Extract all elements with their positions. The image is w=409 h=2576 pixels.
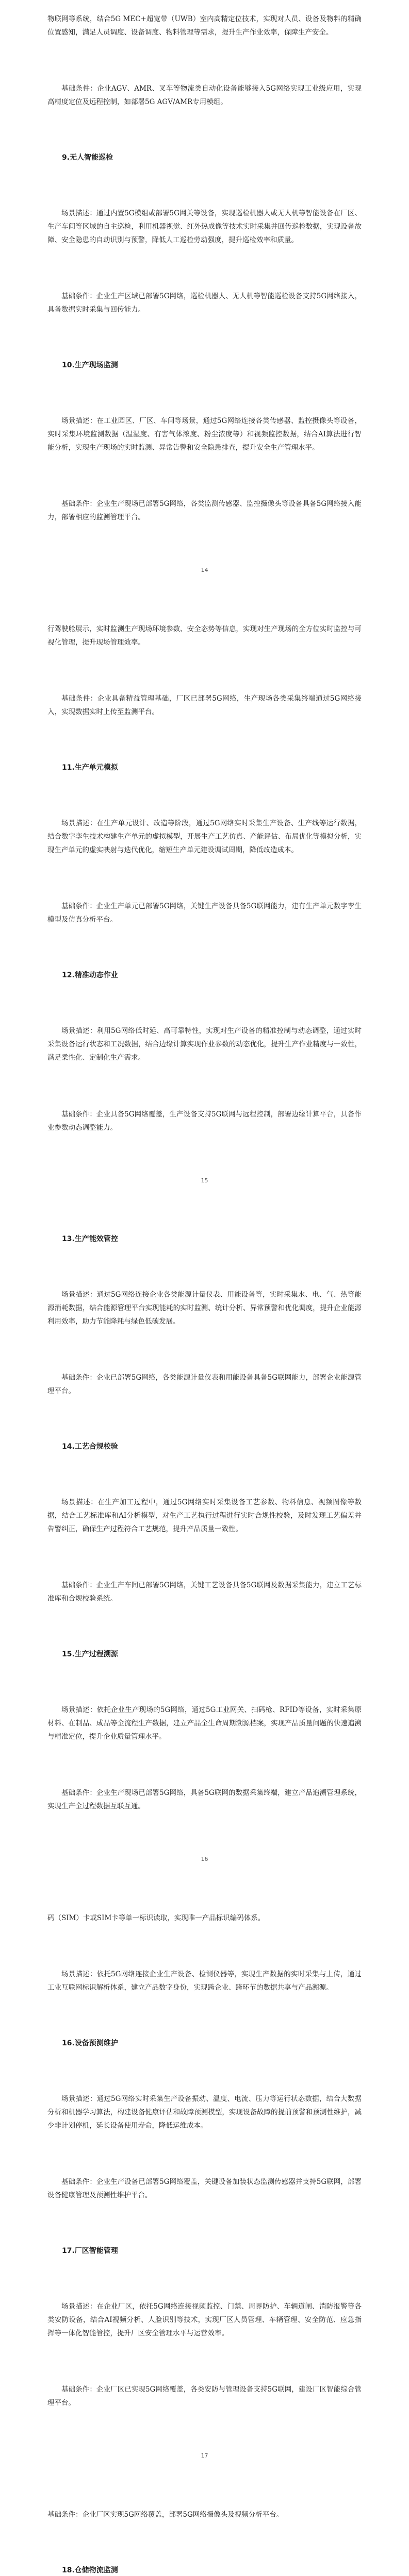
section-heading: 15.生产过程溯源 xyxy=(62,1650,118,1658)
body-paragraph: 物联网等系统，结合5G MEC+超宽带（UWB）室内高精定位技术，实现对人员、设备及物料的精确位置感知，满足人员调度、设备调度、物料管理等需求，提升生产作业效率，保障生产安全。 xyxy=(47,15,362,37)
section-heading: 12.精准动态作业 xyxy=(62,971,118,980)
page-number: 17 xyxy=(201,2452,208,2460)
page-number: 15 xyxy=(201,1177,208,1184)
body-paragraph: 基础条件：企业已部署5G网络，各类能源计量仪表和用能设备具备5G联网能力，部署企业能源管理平台。 xyxy=(47,1373,362,1395)
section-heading: 14.工艺合规校验 xyxy=(62,1442,118,1451)
body-paragraph: 基础条件：企业厂区实现5G网络覆盖，部署5G网络摄像头及视频分析平台。 xyxy=(47,2511,284,2519)
body-paragraph: 场景描述：在生产加工过程中，通过5G网络实时采集设备工艺参数、物料信息、视频图像等数据，结合工艺标准库和AI分析模型，对生产工艺执行过程进行实时合规性校验，及时发现工艺偏差并告警纠正，确保生产过程符合工艺规范，提升产品质量一致性。 xyxy=(47,1498,362,1533)
body-paragraph: 基础条件：企业厂区已实现5G网络覆盖，各类安防与管理设备支持5G联网，建设厂区智能综合管理平台。 xyxy=(47,2385,362,2408)
page-number: 16 xyxy=(201,1855,208,1862)
body-paragraph: 场景描述：通过5G网络连接企业各类能源计量仪表、用能设备等，实时采集水、电、气、热等能源消耗数据，结合能源管理平台实现能耗的实时监测、统计分析、异常预警和优化调度，提升企业能源利用效率，助力节能降耗与绿色低碳发展。 xyxy=(47,1290,362,1326)
body-paragraph: 场景描述：通过内置5G模组或部署5G网关等设备，实现巡检机器人或无人机等智能设备在厂区、生产车间等区域的自主巡检，利用机器视觉、红外热成像等技术实时采集并回传巡检数据，实现设备故障、安全隐患的自动识别与预警，降低人工巡检劳动强度，提升巡检效率和质量。 xyxy=(47,209,362,245)
body-paragraph: 基础条件：企业具备精益管理基础，厂区已部署5G网络，生产现场各类采集终端通过5G网络接入，实现数据实时上传至监测平台。 xyxy=(47,694,362,717)
body-paragraph: 基础条件：企业生产设备已部署5G网络覆盖，关键设备加装状态监测传感器并支持5G联网，部署设备健康管理及预测性维护平台。 xyxy=(47,2178,362,2199)
body-paragraph: 基础条件：企业生产单元已部署5G网络，关键生产设备具备5G联网能力，建有生产单元数字孪生模型及仿真分析平台。 xyxy=(47,902,362,924)
body-paragraph: 基础条件：企业生产现场已部署5G网络，各类监测传感器、监控摄像头等设备具备5G网络接入能力，部署相应的监测管理平台。 xyxy=(47,500,362,522)
body-paragraph: 基础条件：企业生产车间已部署5G网络，关键工艺设备具备5G联网及数据采集能力，建立工艺标准库和合规校验系统。 xyxy=(47,1581,362,1603)
body-paragraph: 场景描述：通过5G网络实时采集生产设备振动、温度、电流、压力等运行状态数据，结合大数据分析和机器学习算法，构建设备健康评估和故障预测模型，实现设备故障的提前预警和预测性维护，减少非计划停机，延长设备使用寿命，降低运维成本。 xyxy=(47,2094,362,2130)
section-heading: 10.生产现场监测 xyxy=(62,361,118,370)
body-paragraph: 场景描述：依托5G网络连接企业生产设备、检测仪器等，实现生产数据的实时采集与上传，通过工业互联网标识解析体系，建立产品数字身份，实现跨企业、跨环节的数据共享与产品溯源。 xyxy=(47,1970,362,1992)
body-paragraph: 基础条件：企业生产区域已部署5G网络，巡检机器人、无人机等智能巡检设备支持5G网络接入，具备数据实时采集与回传能力。 xyxy=(47,292,362,314)
body-paragraph: 场景描述：利用5G网络低时延、高可靠特性，实现对生产设备的精准控制与动态调整，通过实时采集设备运行状态和工况数据，结合边缘计算实现作业参数的动态优化，提升生产作业精度与一致性，满足柔性化、定制化生产需求。 xyxy=(47,1027,362,1062)
section-heading: 17.厂区智能管理 xyxy=(62,2247,118,2256)
section-heading: 16.设备预测维护 xyxy=(62,2039,118,2047)
body-paragraph: 码（SIM）卡或SIM卡等单一标识读取，实现唯一产品标识编码体系。 xyxy=(47,1913,265,1922)
page-number: 14 xyxy=(201,567,208,574)
body-paragraph: 场景描述：在企业厂区，依托5G网络连接视频监控、门禁、周界防护、车辆道闸、消防报警等各类安防设备，结合AI视频分析、人脸识别等技术，实现厂区人员管理、车辆管理、安全防范、应急指挥等一体化智能管控，提升厂区安全管理水平与运营效率。 xyxy=(47,2302,362,2338)
body-paragraph: 基础条件：企业生产现场已部署5G网络，具备5G联网的数据采集终端，建立产品追溯管理系统，实现生产全过程数据互联互通。 xyxy=(47,1788,362,1810)
body-paragraph: 基础条件：企业AGV、AMR、叉车等物流类自动化设备能够接入5G网络实现工业级应用，实现高精度定位及远程控制，如部署5G AGV/AMR专用模组。 xyxy=(47,84,362,107)
body-paragraph: 行驾驶舱展示，实时监测生产现场环境参数、安全态势等信息，实现对生产现场的全方位实时监控与可视化管理，提升现场管理效率。 xyxy=(47,625,362,647)
body-paragraph: 基础条件：企业具备5G网络覆盖，生产设备支持5G联网与远程控制，部署边缘计算平台，具备作业参数动态调整能力。 xyxy=(47,1110,362,1132)
section-heading: 11.生产单元模拟 xyxy=(62,764,118,772)
body-paragraph: 场景描述：在工业园区、厂区、车间等场景，通过5G网络连接各类传感器、监控摄像头等设备，实时采集环境监测数据（温湿度、有害气体浓度、粉尘浓度等）和视频监控数据，结合AI算法进行智能分析，实现生产现场的实时监测、异常告警和安全隐患排查，提升安全生产管理水平。 xyxy=(47,417,362,452)
section-heading: 13.生产能效管控 xyxy=(62,1234,118,1243)
body-paragraph: 场景描述：依托企业生产现场的5G网络，通过5G工业网关、扫码枪、RFID等设备，实时采集原材料、在制品、成品等全流程生产数据，建立产品全生命周期溯源档案，实现产品质量问题的快速追溯与精准定位，提升企业质量管理水平。 xyxy=(47,1705,362,1741)
section-heading: 18.仓储物流监测 xyxy=(62,2566,118,2575)
section-heading: 9.无人智能巡检 xyxy=(62,154,113,162)
body-paragraph: 场景描述：在生产单元设计、改造等阶段，通过5G网络实时采集生产设备、生产线等运行数据，结合数字孪生技术构建生产单元的虚拟模型，开展生产工艺仿真、产能评估、布局优化等模拟分析，实现生产单元的虚实映射与迭代优化，缩短生产单元建设调试周期，降低改造成本。 xyxy=(47,819,362,855)
